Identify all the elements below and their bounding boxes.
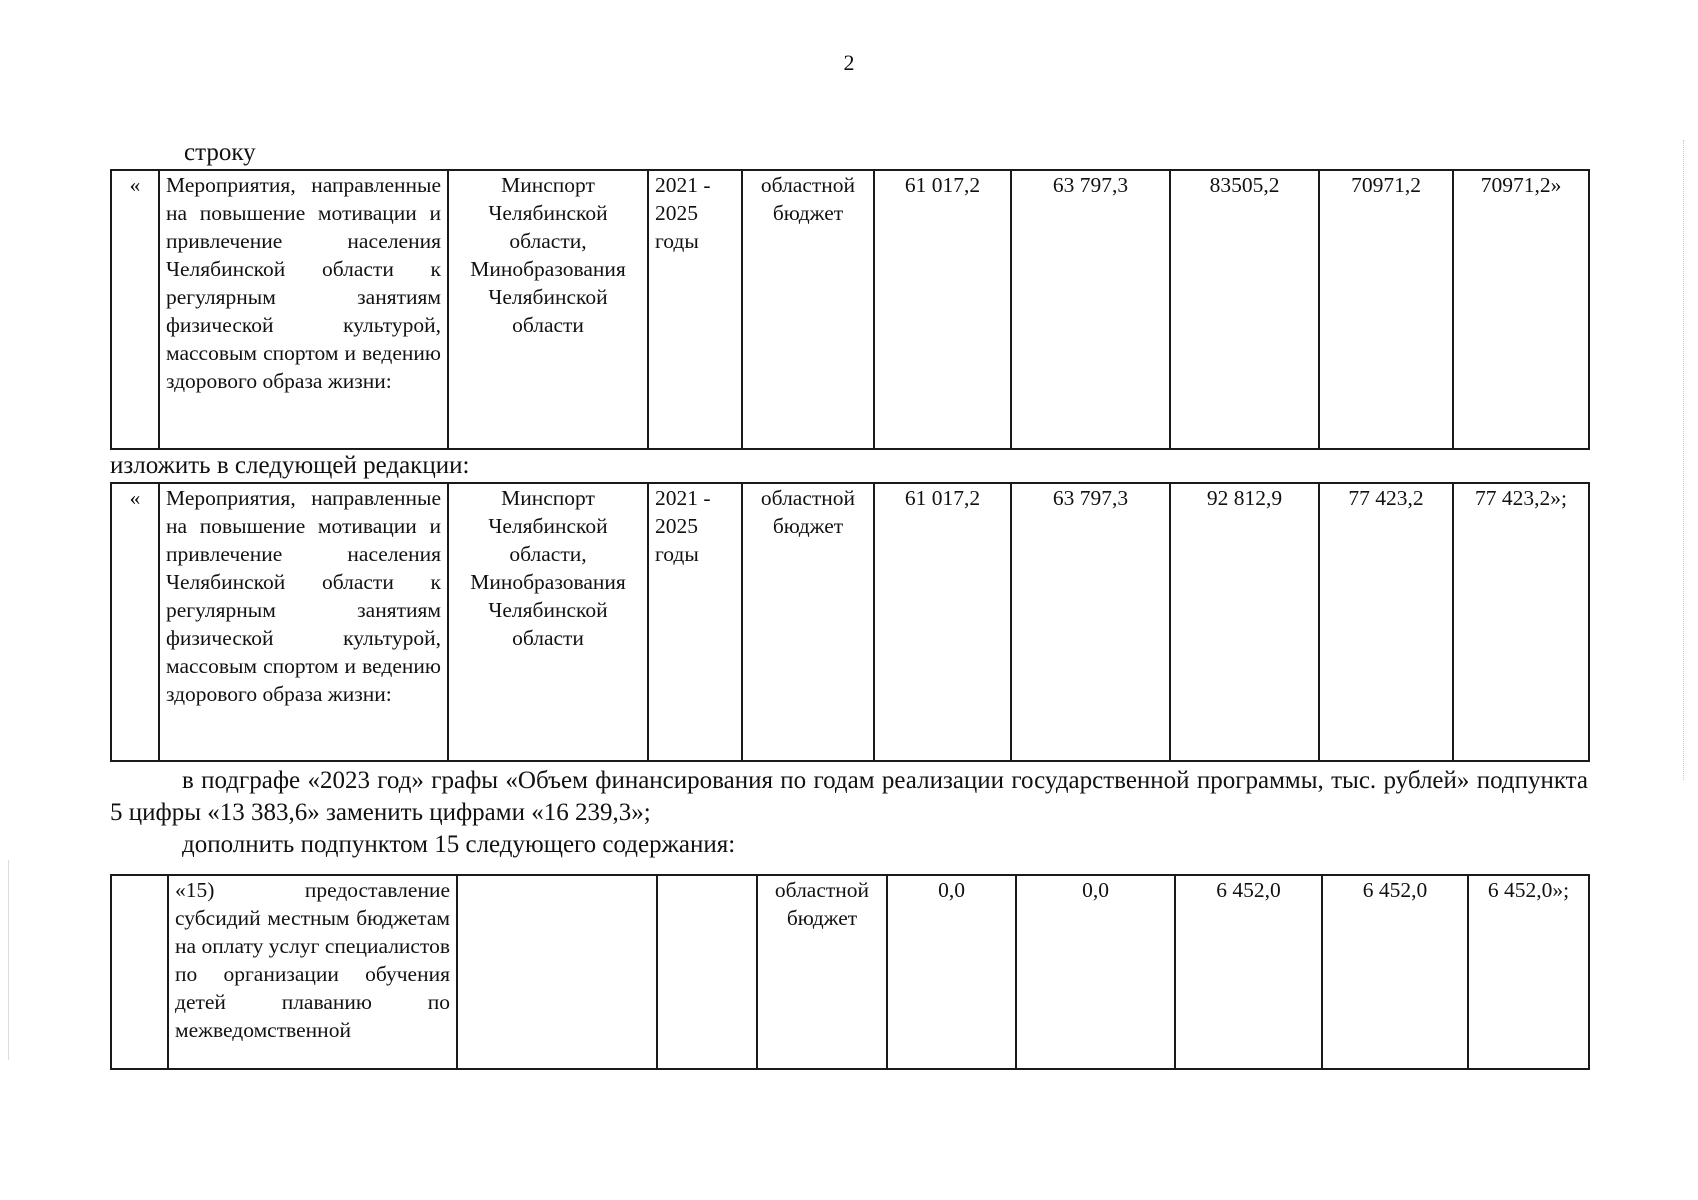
- value-2025: 77 423,2»;: [1453, 483, 1589, 761]
- value-2024: 6 452,0: [1322, 875, 1468, 1069]
- scan-edge-mark-left: [8, 860, 11, 1060]
- period: 2021 - 2025 годы: [648, 170, 742, 449]
- table-added-row: [110, 874, 1590, 1070]
- value-2021: 61 017,2: [874, 170, 1011, 449]
- paragraph-replace-figures: в подграфе «2023 год» графы «Объем финансирования по годам реализации государственной программы, тыс. рублей» подпункта 5 цифры «13 383,6» заменить цифрами «16 239,3»;: [110, 767, 1588, 826]
- value-2024: 77 423,2: [1319, 483, 1453, 761]
- funding-source: областной бюджет: [757, 875, 887, 1069]
- caption-after: изложить в следующей редакции:: [110, 452, 470, 479]
- table-new-row: [110, 482, 1590, 762]
- period: 2021 - 2025 годы: [648, 483, 742, 761]
- executor: Минспорт Челябинской области, Минобразования Челябинской области: [448, 170, 648, 449]
- paragraph-add-subitem: дополнить подпунктом 15 следующего содержания:: [182, 831, 736, 858]
- scan-edge-mark: [1683, 140, 1690, 780]
- value-2025: 70971,2»: [1453, 170, 1589, 449]
- value-2023: 92 812,9: [1170, 483, 1319, 761]
- period: [657, 875, 757, 1069]
- executor: [457, 875, 657, 1069]
- executor: Минспорт Челябинской области, Минобразования Челябинской области: [448, 483, 648, 761]
- event-description: Мероприятия, направленные на повышение мотивации и привлечение населения Челябинской области к регулярным занятиям физической культурой, массовым спортом и ведению здорового образа жизни:: [159, 170, 448, 449]
- value-2024: 70971,2: [1319, 170, 1453, 449]
- event-description: Мероприятия, направленные на повышение мотивации и привлечение населения Челябинской области к регулярным занятиям физической культурой, массовым спортом и ведению здорового образа жизни:: [159, 483, 448, 761]
- value-2022: 63 797,3: [1011, 170, 1170, 449]
- table-old-row: [110, 169, 1590, 450]
- value-2021: 0,0: [887, 875, 1016, 1069]
- page-number: 2: [843, 50, 855, 75]
- empty-cell: [111, 875, 168, 1069]
- value-2022: 63 797,3: [1011, 483, 1170, 761]
- quote-mark: «: [111, 170, 159, 449]
- funding-source: областной бюджет: [742, 170, 874, 449]
- value-2021: 61 017,2: [874, 483, 1011, 761]
- value-2023: 83505,2: [1170, 170, 1319, 449]
- value-2022: 0,0: [1016, 875, 1175, 1069]
- caption-before: строку: [184, 139, 256, 166]
- funding-source: областной бюджет: [742, 483, 874, 761]
- quote-mark: «: [111, 483, 159, 761]
- value-2025: 6 452,0»;: [1468, 875, 1589, 1069]
- event-description: «15) предоставление субсидий местным бюджетам на оплату услуг специалистов по организации обучения детей плаванию по межведомственной: [168, 875, 457, 1069]
- value-2023: 6 452,0: [1175, 875, 1322, 1069]
